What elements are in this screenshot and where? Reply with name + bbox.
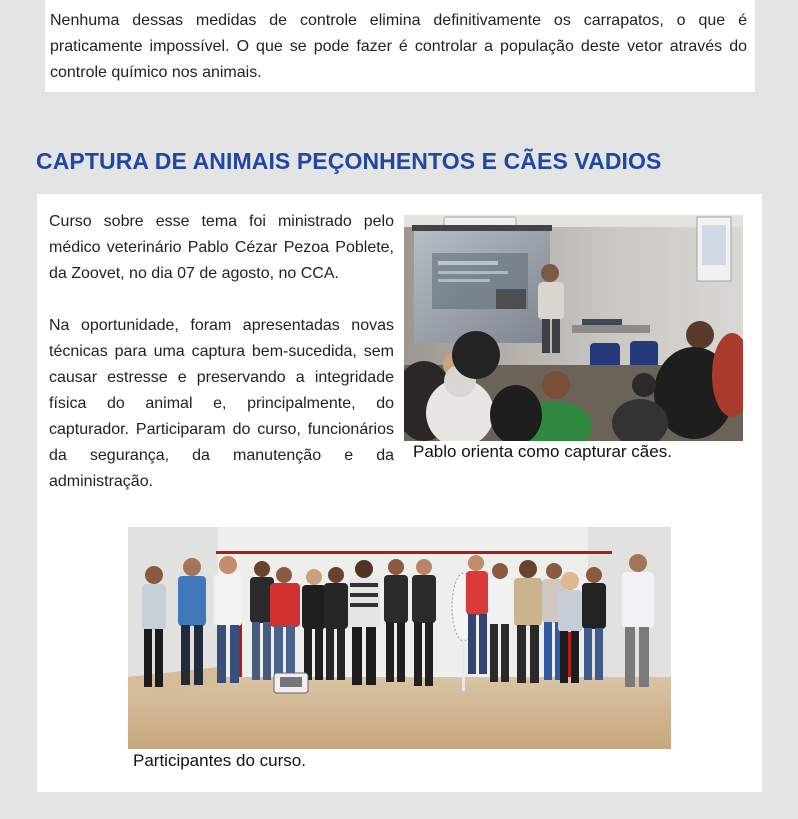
- article-text: [49, 209, 394, 495]
- section-title: CAPTURA DE ANIMAIS PEÇONHENTOS E CÃES VADIOS: [36, 148, 662, 174]
- article-paragraph-1: Curso sobre esse tema foi ministrado pelo médico veterinário Pablo Cézar Pezoa Poblete, da Zoovet, no dia 07 de agosto, no CCA.: [49, 213, 394, 282]
- intro-box: [45, 0, 755, 92]
- lecture-photo-caption: Pablo orienta como capturar cães.: [413, 442, 672, 461]
- lecture-photo: [404, 215, 743, 441]
- article-box: [37, 194, 762, 792]
- group-photo-caption: Participantes do curso.: [133, 751, 306, 770]
- intro-paragraph: Nenhuma dessas medidas de controle elimina definitivamente os carrapatos, o que é praticamente impossível. O que se pode fazer é controlar a população deste vetor através do controle químico nos animais.: [50, 12, 747, 81]
- article-paragraph-2: Na oportunidade, foram apresentadas novas técnicas para uma captura bem-sucedida, sem causar estresse e preservando a integridade física do animal e, principalmente, do capturador. Participaram do curso, funcionários da segurança, da manutenção e da administração.: [49, 317, 394, 490]
- group-photo: [128, 527, 671, 749]
